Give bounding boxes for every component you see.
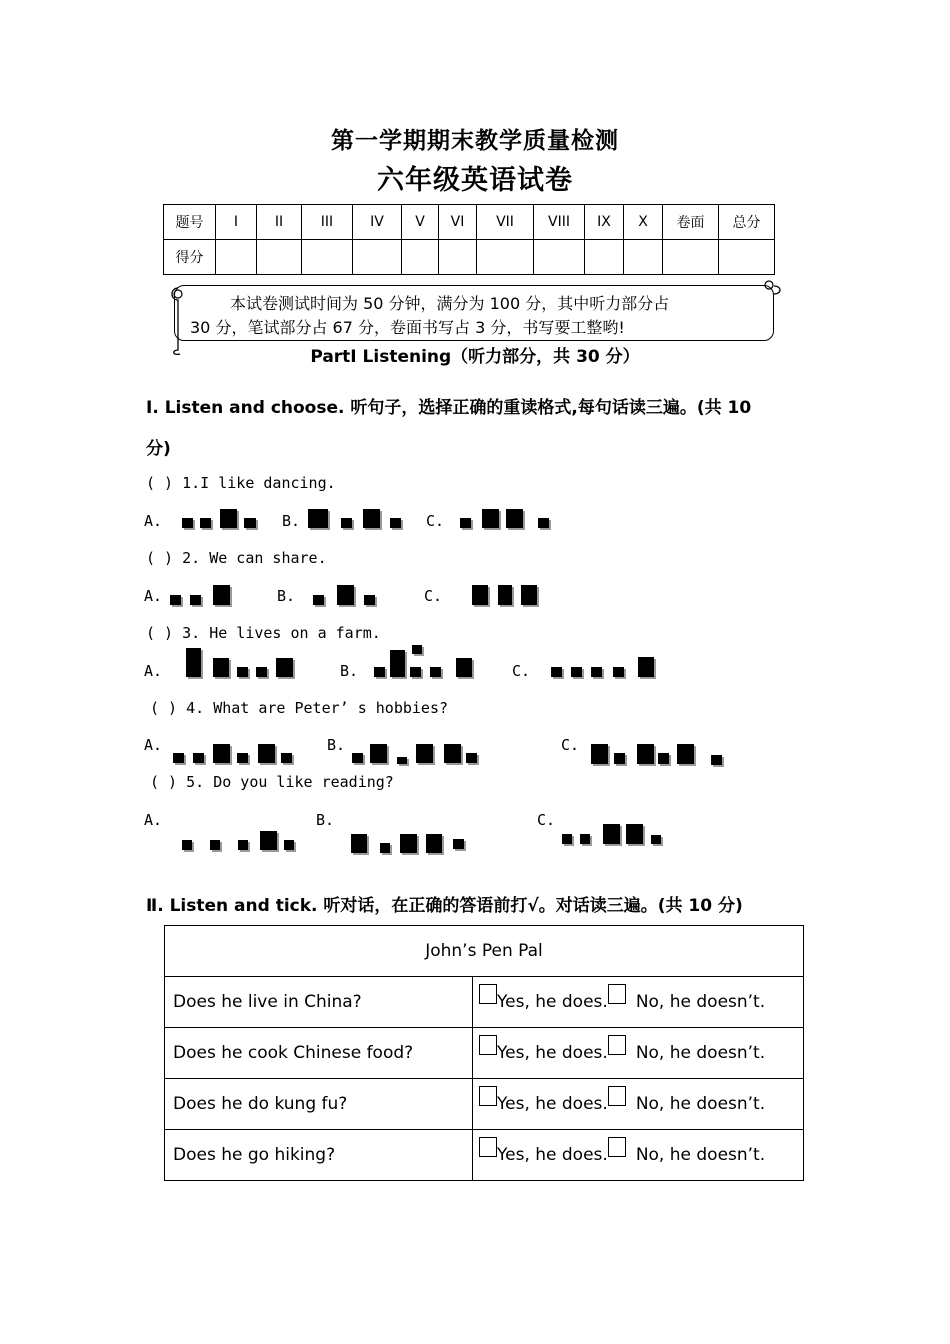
score-header-cell: VI bbox=[439, 205, 477, 240]
question-1-stem: ( ) 1.I like dancing. bbox=[146, 474, 336, 492]
stress-block bbox=[626, 824, 643, 844]
stress-block bbox=[173, 753, 184, 763]
stress-block bbox=[521, 585, 537, 605]
stress-block bbox=[711, 755, 722, 765]
score-row-label: 得分 bbox=[164, 240, 216, 275]
stress-block bbox=[363, 509, 380, 528]
score-header-cell: IV bbox=[353, 205, 402, 240]
q3-option-a-label[interactable]: A. bbox=[144, 662, 163, 680]
q4-option-a-label[interactable]: A. bbox=[144, 736, 163, 754]
question-4-stem: ( ) 4. What are Peter’ s hobbies? bbox=[150, 699, 449, 717]
stress-block bbox=[614, 753, 625, 764]
pen-pal-table bbox=[164, 925, 804, 1181]
notice-line-1: 本试卷测试时间为 50 分钟，满分为 100 分，其中听力部分占 bbox=[230, 294, 670, 313]
stress-block bbox=[637, 744, 654, 764]
stress-block bbox=[412, 645, 422, 654]
stress-block bbox=[237, 753, 248, 763]
score-input-cell[interactable] bbox=[353, 240, 402, 275]
stress-block bbox=[352, 753, 363, 763]
stress-block bbox=[638, 657, 654, 677]
yes-answer-label: Yes, he does. bbox=[497, 992, 608, 1012]
score-input-cell[interactable] bbox=[439, 240, 477, 275]
stress-block bbox=[193, 753, 204, 763]
stress-block bbox=[182, 840, 192, 850]
yes-checkbox[interactable] bbox=[479, 1137, 497, 1157]
exam-subtitle: 六年级英语试卷 bbox=[377, 165, 573, 196]
stress-block bbox=[538, 518, 549, 528]
stress-block bbox=[244, 518, 256, 528]
no-checkbox[interactable] bbox=[608, 1086, 626, 1106]
q2-option-a-label[interactable]: A. bbox=[144, 587, 163, 605]
q5-option-c-label[interactable]: C. bbox=[537, 811, 556, 829]
stress-block bbox=[284, 840, 294, 850]
yes-answer-label: Yes, he does. bbox=[497, 1145, 608, 1165]
score-input-cell[interactable] bbox=[663, 240, 719, 275]
stress-block bbox=[337, 585, 354, 605]
stress-block bbox=[256, 667, 267, 677]
no-checkbox[interactable] bbox=[608, 1035, 626, 1055]
pen-pal-question: Does he cook Chinese food? bbox=[165, 1028, 473, 1079]
stress-block bbox=[562, 834, 572, 844]
stress-block bbox=[374, 667, 385, 677]
stress-block bbox=[380, 843, 390, 853]
stress-block bbox=[341, 518, 352, 528]
score-input-cell[interactable] bbox=[257, 240, 302, 275]
score-header-cell: VIII bbox=[534, 205, 585, 240]
pen-pal-answer-cell bbox=[473, 1028, 804, 1079]
stress-block bbox=[430, 667, 441, 677]
stress-block bbox=[416, 744, 433, 763]
no-answer-label: No, he doesn’t. bbox=[635, 1145, 766, 1165]
part1-heading: PartⅠ Listening（听力部分，共 30 分） bbox=[310, 347, 640, 367]
stress-block bbox=[677, 744, 694, 764]
stress-block bbox=[186, 648, 201, 677]
question-5-stem: ( ) 5. Do you like reading? bbox=[150, 773, 394, 791]
stress-block bbox=[506, 509, 523, 528]
stress-block bbox=[580, 834, 590, 844]
stress-block bbox=[603, 824, 620, 844]
score-header-cell: 题号 bbox=[164, 205, 216, 240]
stress-block bbox=[182, 518, 193, 528]
stress-block bbox=[390, 650, 405, 677]
stress-block bbox=[444, 744, 461, 763]
yes-checkbox[interactable] bbox=[479, 1086, 497, 1106]
stress-block bbox=[276, 658, 293, 677]
stress-block bbox=[260, 831, 277, 850]
no-answer-label: No, he doesn’t. bbox=[635, 1094, 766, 1114]
q1-option-a-label[interactable]: A. bbox=[144, 512, 163, 530]
stress-block bbox=[498, 585, 512, 605]
stress-block bbox=[460, 518, 471, 528]
q2-option-b-label[interactable]: B. bbox=[277, 587, 296, 605]
stress-block bbox=[426, 834, 442, 853]
stress-block bbox=[200, 518, 211, 528]
stress-block bbox=[410, 667, 421, 677]
score-input-cell[interactable] bbox=[302, 240, 353, 275]
stress-block bbox=[313, 595, 324, 605]
stress-block bbox=[364, 595, 375, 605]
score-header-cell: I bbox=[216, 205, 257, 240]
score-input-cell[interactable] bbox=[216, 240, 257, 275]
question-2-stem: ( ) 2. We can share. bbox=[146, 549, 327, 567]
yes-answer-label: Yes, he does. bbox=[497, 1094, 608, 1114]
pen-pal-table-title: John’s Pen Pal bbox=[165, 926, 804, 977]
table-row bbox=[165, 977, 804, 1028]
stress-block bbox=[213, 744, 230, 763]
no-checkbox[interactable] bbox=[608, 1137, 626, 1157]
q4-option-b-label[interactable]: B. bbox=[327, 736, 346, 754]
stress-block bbox=[190, 595, 201, 605]
score-input-cell[interactable] bbox=[624, 240, 663, 275]
score-header-cell: VII bbox=[477, 205, 534, 240]
stress-block bbox=[571, 667, 582, 677]
stress-block bbox=[482, 509, 499, 528]
stress-block bbox=[591, 667, 602, 677]
stress-block bbox=[651, 835, 661, 844]
q2-option-c-label[interactable]: C. bbox=[424, 587, 443, 605]
pen-pal-header-row bbox=[165, 926, 804, 977]
q4-option-c-label[interactable]: C. bbox=[561, 736, 580, 754]
no-answer-label: No, he doesn’t. bbox=[635, 992, 766, 1012]
stress-block bbox=[466, 753, 477, 763]
score-header-cell: II bbox=[257, 205, 302, 240]
score-table-header-row bbox=[164, 205, 775, 240]
score-header-cell: IX bbox=[585, 205, 624, 240]
q3-option-c-label[interactable]: C. bbox=[512, 662, 531, 680]
no-checkbox[interactable] bbox=[608, 984, 626, 1004]
exam-title: 第一学期期末教学质量检测 bbox=[331, 128, 619, 154]
stress-block bbox=[237, 667, 248, 677]
section1-title: Ⅰ. Listen and choose. 听句子，选择正确的重读格式,每句话读三遍。(共 10 bbox=[146, 398, 752, 418]
q3-option-b-label[interactable]: B. bbox=[340, 662, 359, 680]
table-row bbox=[165, 1079, 804, 1130]
q5-option-b-label[interactable]: B. bbox=[316, 811, 335, 829]
stress-block bbox=[658, 753, 669, 764]
stress-block bbox=[551, 667, 562, 677]
q1-option-b-label[interactable]: B. bbox=[282, 512, 301, 530]
yes-answer-label: Yes, he does. bbox=[497, 1043, 608, 1063]
q1-option-c-label[interactable]: C. bbox=[426, 512, 445, 530]
stress-block bbox=[370, 744, 387, 763]
notice-text bbox=[190, 292, 760, 340]
score-header-cell: III bbox=[302, 205, 353, 240]
pen-pal-answer-cell bbox=[473, 977, 804, 1028]
table-row bbox=[165, 1130, 804, 1181]
stress-block bbox=[170, 595, 181, 605]
pen-pal-question: Does he do kung fu? bbox=[165, 1079, 473, 1130]
stress-block bbox=[613, 667, 624, 677]
notice-line-2: 30 分，笔试部分占 67 分，卷面书写占 3 分，书写要工整哟! bbox=[190, 318, 625, 337]
stress-block bbox=[456, 658, 472, 677]
q5-option-a-label[interactable]: A. bbox=[144, 811, 163, 829]
stress-block bbox=[390, 518, 401, 528]
score-header-cell: 卷面 bbox=[663, 205, 719, 240]
score-input-cell[interactable] bbox=[477, 240, 534, 275]
score-input-cell[interactable] bbox=[719, 240, 775, 275]
yes-checkbox[interactable] bbox=[479, 984, 497, 1004]
yes-checkbox[interactable] bbox=[479, 1035, 497, 1055]
stress-block bbox=[238, 840, 248, 850]
stress-block bbox=[213, 658, 229, 677]
stress-block bbox=[258, 744, 275, 763]
no-answer-label: No, he doesn’t. bbox=[635, 1043, 766, 1063]
stress-block bbox=[400, 834, 417, 853]
stress-block bbox=[213, 585, 230, 605]
score-input-cell[interactable] bbox=[585, 240, 624, 275]
section1-title-cont: 分) bbox=[146, 439, 171, 459]
score-header-cell: V bbox=[402, 205, 439, 240]
stress-block bbox=[351, 834, 367, 853]
score-table-score-row bbox=[164, 240, 775, 275]
question-3-stem: ( ) 3. He lives on a farm. bbox=[146, 624, 381, 642]
score-input-cell[interactable] bbox=[534, 240, 585, 275]
pen-pal-question: Does he go hiking? bbox=[165, 1130, 473, 1181]
pen-pal-answer-cell bbox=[473, 1130, 804, 1181]
stress-block bbox=[397, 757, 407, 764]
section2-title: Ⅱ. Listen and tick. 听对话，在正确的答语前打√。对话读三遍。(共 10 分) bbox=[146, 896, 743, 916]
stress-block bbox=[308, 509, 328, 528]
table-row bbox=[165, 1028, 804, 1079]
score-header-cell: X bbox=[624, 205, 663, 240]
score-table bbox=[163, 204, 775, 275]
pen-pal-answer-cell bbox=[473, 1079, 804, 1130]
stress-block bbox=[453, 839, 464, 849]
score-input-cell[interactable] bbox=[402, 240, 439, 275]
stress-block bbox=[281, 753, 292, 763]
stress-block bbox=[210, 840, 220, 850]
pen-pal-question: Does he live in China? bbox=[165, 977, 473, 1028]
score-header-cell: 总分 bbox=[719, 205, 775, 240]
stress-block bbox=[591, 744, 608, 764]
stress-block bbox=[472, 585, 488, 605]
stress-block bbox=[220, 509, 237, 528]
